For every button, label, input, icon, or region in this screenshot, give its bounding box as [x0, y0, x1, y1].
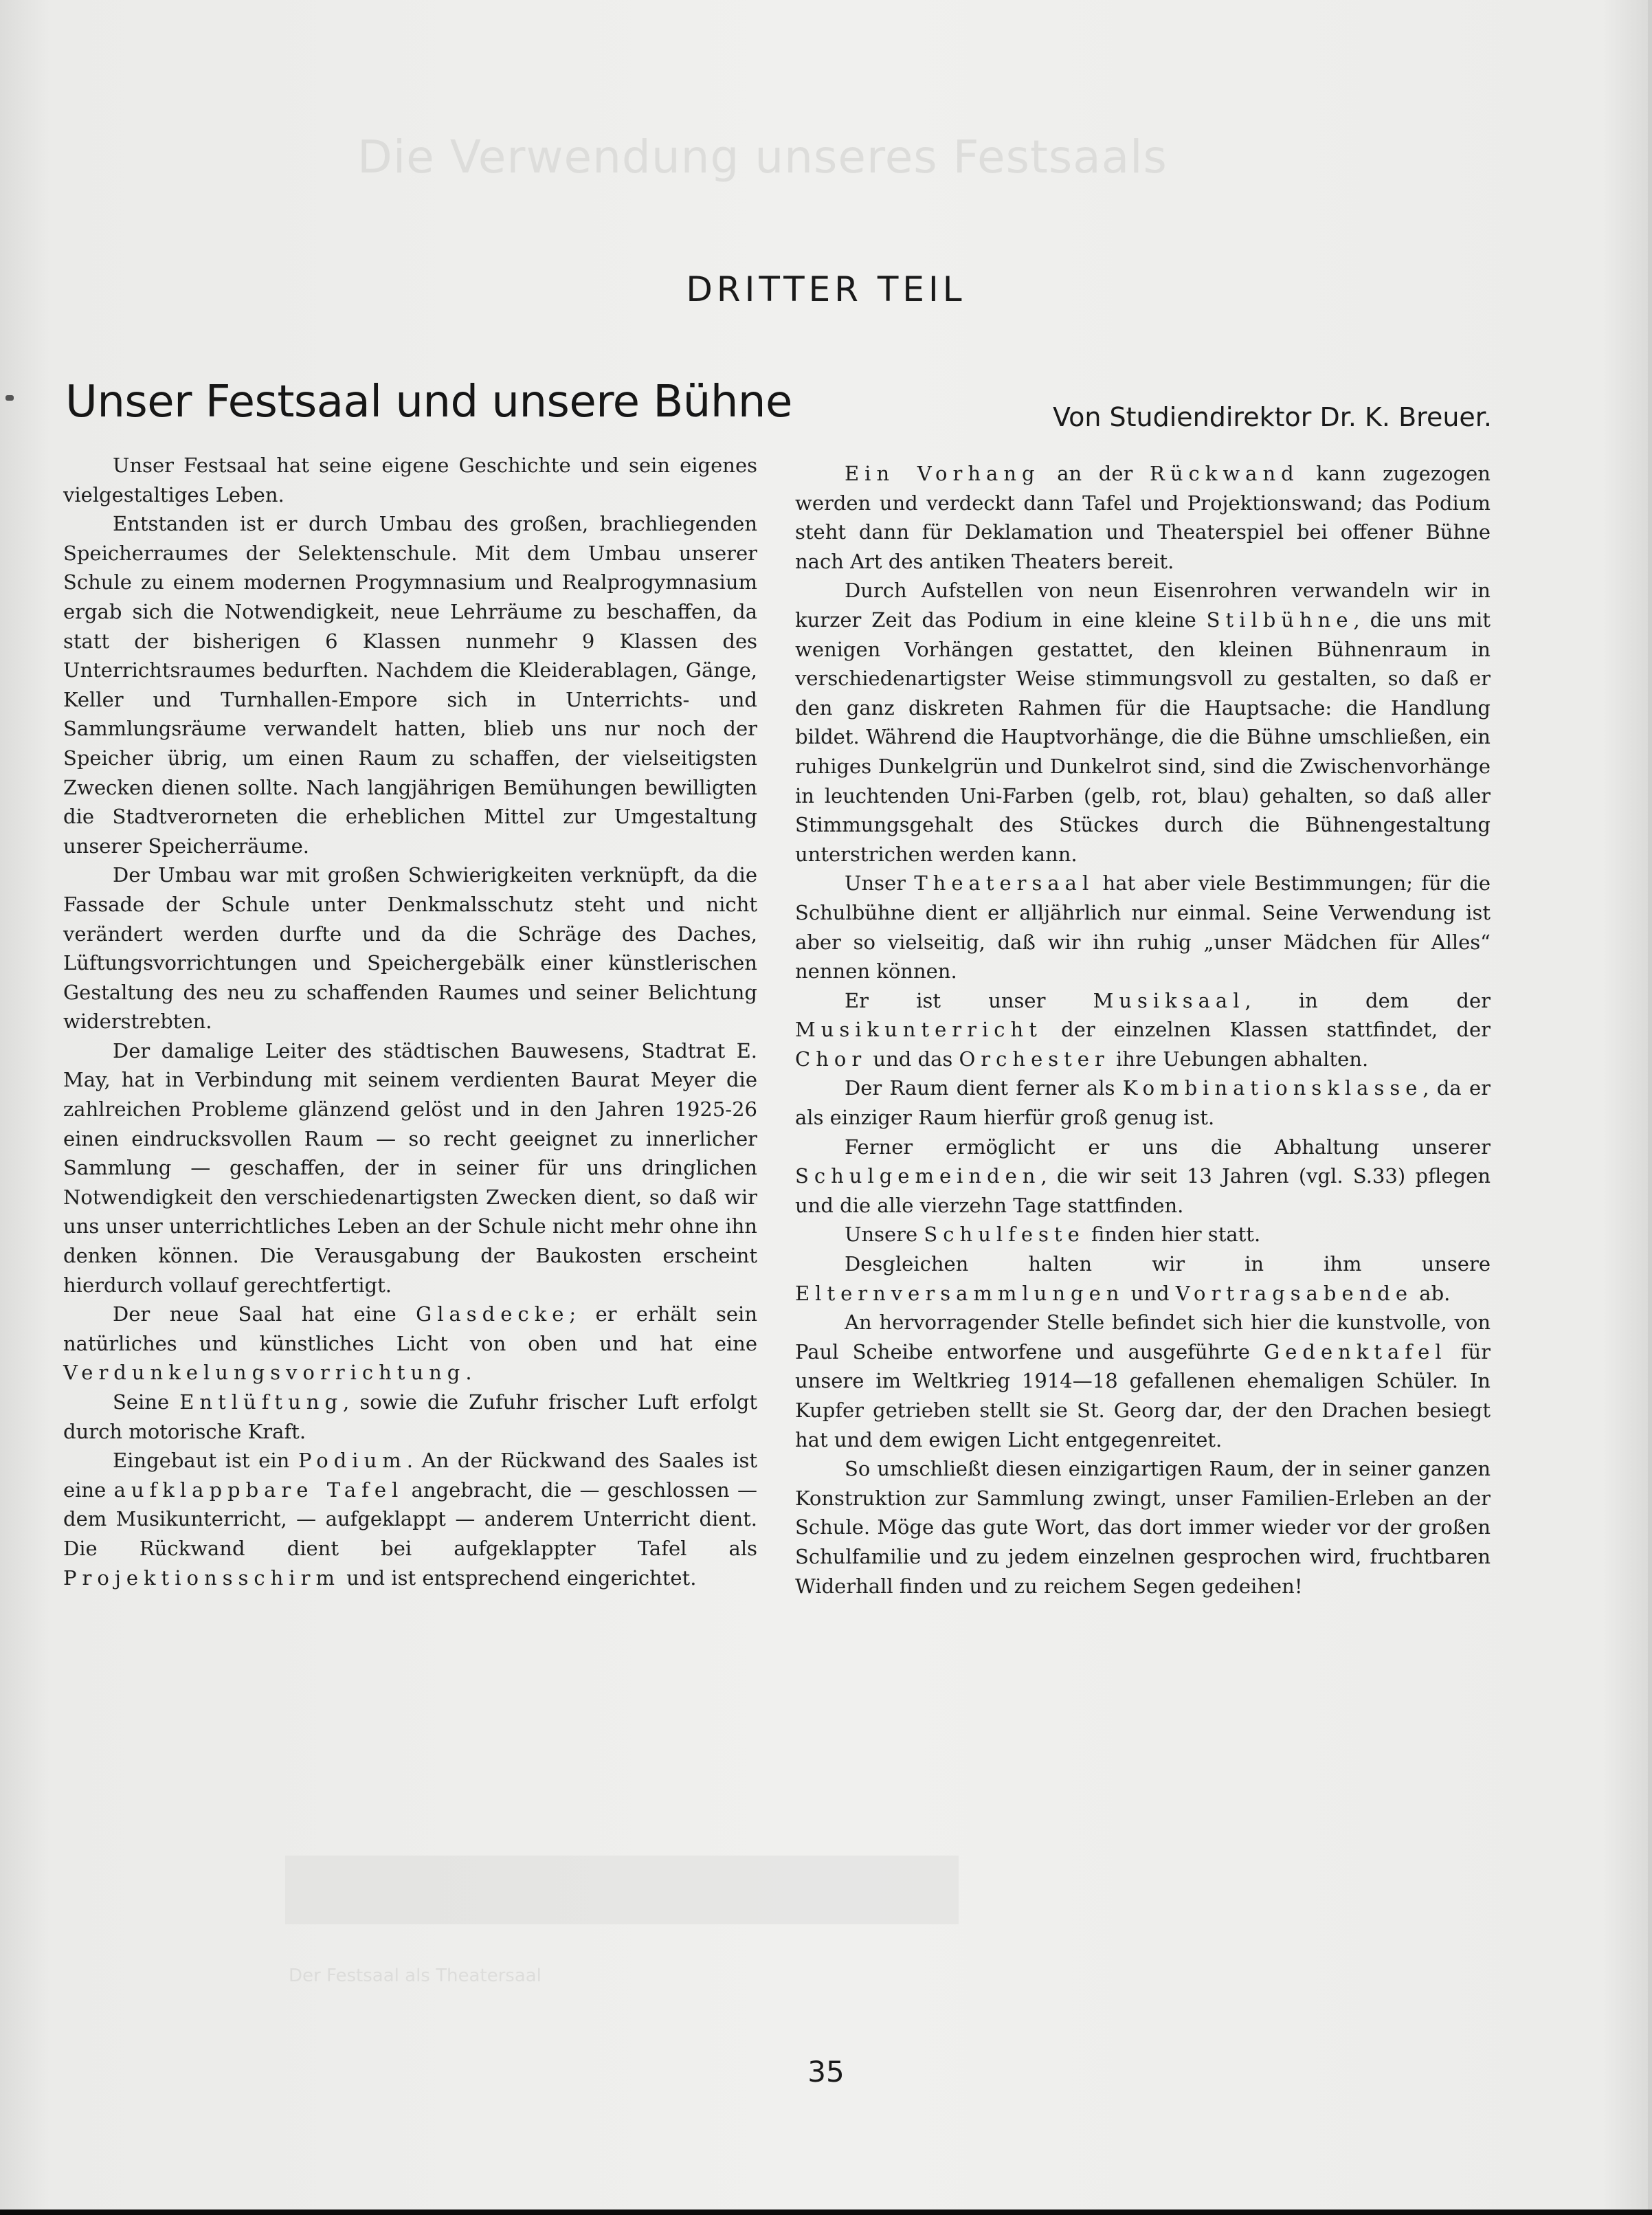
- author-byline: Von Studiendirektor Dr. K. Breuer.: [1053, 402, 1492, 432]
- margin-mark: [5, 395, 14, 401]
- bleed-through-caption: Der Festsaal als Theatersaal: [289, 1966, 542, 1986]
- paragraph: Eingebaut ist ein Podium. An der Rückwand des Saales ist eine aufklappbare Tafel angebracht, die — geschlossen — dem Musikunterricht, — aufgeklappt — anderem Unterricht dient. Die Rückwand dient bei aufgeklappter Tafel als Projektionsschirm und ist entsprechend eingerichtet.: [63, 1449, 757, 1590]
- paragraph: Entstanden ist er durch Umbau des großen, brachliegenden Speicherraumes der Selektenschule. Mit dem Umbau unserer Schule zu einem modernen Progymnasium und Realprogymnasium ergab sich die Notwendigkeit, neue Lehrräume zu beschaffen, da statt der bisherigen 6 Klassen nunmehr 9 Klassen des Unterrichtsraumes bedurften. Nachdem die Kleiderablagen, Gänge, Keller und Turnhallen-Empore sich in Unterrichts- und Sammlungsräume verwandelt hatten, blieb uns nur noch der Speicher übrig, um einen Raum zu schaffen, der vielseitigsten Zwecken dienen sollte. Nach langjährigen Bemühungen bewilligten die Stadtverorneten die erheblichen Mittel zur Umgestaltung unserer Speicherräume.: [63, 512, 757, 858]
- paragraph: Ein Vorhang an der Rückwand kann zugezogen werden und verdeckt dann Tafel und Projektionswand; das Podium steht dann für Deklamation und Theaterspiel bei offener Bühne nach Art des antiken Theaters bereit.: [795, 462, 1491, 573]
- part-label: DRITTER TEIL: [686, 269, 966, 309]
- paragraph: Der damalige Leiter des städtischen Bauwesens, Stadtrat E. May, hat in Verbindung mit seinem verdienten Baurat Meyer die zahlreichen Probleme glänzend gelöst und in den Jahren 1925-26 einen eindrucksvollen Raum — so recht geeignet zu innerlicher Sammlung — geschaffen, der in seiner für uns dringlichen Notwendigkeit den verschiedenartigsten Zwecken dient, so daß wir uns unser unterrichtliches Leben an der Schule nicht mehr ohne ihn denken können. Die Verausgabung der Baukosten erscheint hierdurch vollauf gerechtfertigt.: [63, 1038, 757, 1297]
- paragraph: Der Umbau war mit großen Schwierigkeiten verknüpft, da die Fassade der Schule unter Denkmalsschutz steht und nicht verändert werden durfte und da die Schräge des Daches, Lüftungsvorrichtungen und Speichergebälk einer künstlerischen Gestaltung des neu zu schaffenden Raumes und seiner Belichtung widerstrebten.: [63, 863, 757, 1034]
- paragraph: Unser Festsaal hat seine eigene Geschichte und sein eigenes vielgestaltiges Leben.: [63, 454, 757, 507]
- paragraph: Er ist unser Musiksaal, in dem der Musikunterricht der einzelnen Klassen stattfindet, der Chor und das Orchester ihre Uebungen abhalten.: [795, 988, 1491, 1071]
- left-column: [63, 451, 757, 1592]
- scan-edge-right: [1648, 0, 1652, 2210]
- paragraph: Der neue Saal hat eine Glasdecke; er erhält sein natürliches und künstliches Licht von oben und hat eine Verdunkelungsvorrichtung.: [63, 1302, 757, 1385]
- paragraph: Ferner ermöglicht er uns die Abhaltung unserer Schulgemeinden, die wir seit 13 Jahren (vgl. S.33) pflegen und die alle vierzehn Tage stattfinden.: [795, 1135, 1491, 1217]
- scan-edge-bottom: [0, 2210, 1652, 2215]
- bleed-through-image-area: [285, 1856, 959, 1924]
- chapter-title: Unser Festsaal und unsere Bühne: [65, 377, 792, 427]
- bleed-through-heading: Die Verwendung unseres Festsaals: [357, 131, 1168, 183]
- paragraph: An hervorragender Stelle befindet sich hier die kunstvolle, von Paul Scheibe entworfene und ausgeführte Gedenktafel für unsere im Weltkrieg 1914—18 gefallenen ehemaligen Schüler. In Kupfer getrieben stellt sie St. Georg dar, der den Drachen besiegt hat und dem ewigen Licht entgegenreitet.: [795, 1311, 1491, 1451]
- paragraph: Der Raum dient ferner als Kombinationsklasse, da er als einziger Raum hierfür groß genug ist.: [795, 1076, 1491, 1130]
- paragraph: Seine Entlüftung, sowie die Zufuhr frischer Luft erfolgt durch motorische Kraft.: [63, 1390, 757, 1443]
- paragraph: Desgleichen halten wir in ihm unsere Elternversammlungen und Vortragsabende ab.: [795, 1252, 1491, 1305]
- right-column: [795, 459, 1491, 1601]
- paragraph: Durch Aufstellen von neun Eisenrohren verwandeln wir in kurzer Zeit das Podium in eine kleine Stilbühne, die uns mit wenigen Vorhängen gestattet, den kleinen Bühnenraum in verschiedenartigster Weise stimmungsvoll zu gestalten, so daß er den ganz diskreten Rahmen für die Hauptsache: die Handlung bildet. Während die Hauptvorhänge, die die Bühne umschließen, ein ruhiges Dunkelgrün und Dunkelrot sind, sind die Zwischenvorhänge in leuchtenden Uni-Farben (gelb, rot, blau) gehalten, so daß aller Stimmungsgehalt des Stückes durch die Bühnengestaltung unterstrichen werden kann.: [795, 579, 1491, 866]
- page-number: 35: [807, 2055, 845, 2089]
- paragraph: Unsere Schulfeste finden hier statt.: [845, 1223, 1261, 1247]
- paragraph: Unser Theatersaal hat aber viele Bestimmungen; für die Schulbühne dient er alljährlich nur einmal. Seine Verwendung ist aber so vielseitig, daß wir ihn ruhig „unser Mädchen für Alles“ nennen können.: [795, 871, 1491, 983]
- paragraph: So umschließt diesen einzigartigen Raum, der in seiner ganzen Konstruktion zur Sammlung zwingt, unser Familien-Erleben an der Schule. Möge das gute Wort, das dort immer wieder vor der großen Schulfamilie und zu jedem einzelnen gesprochen wird, fruchtbaren Widerhall finden und zu reichem Segen gedeihen!: [795, 1457, 1491, 1598]
